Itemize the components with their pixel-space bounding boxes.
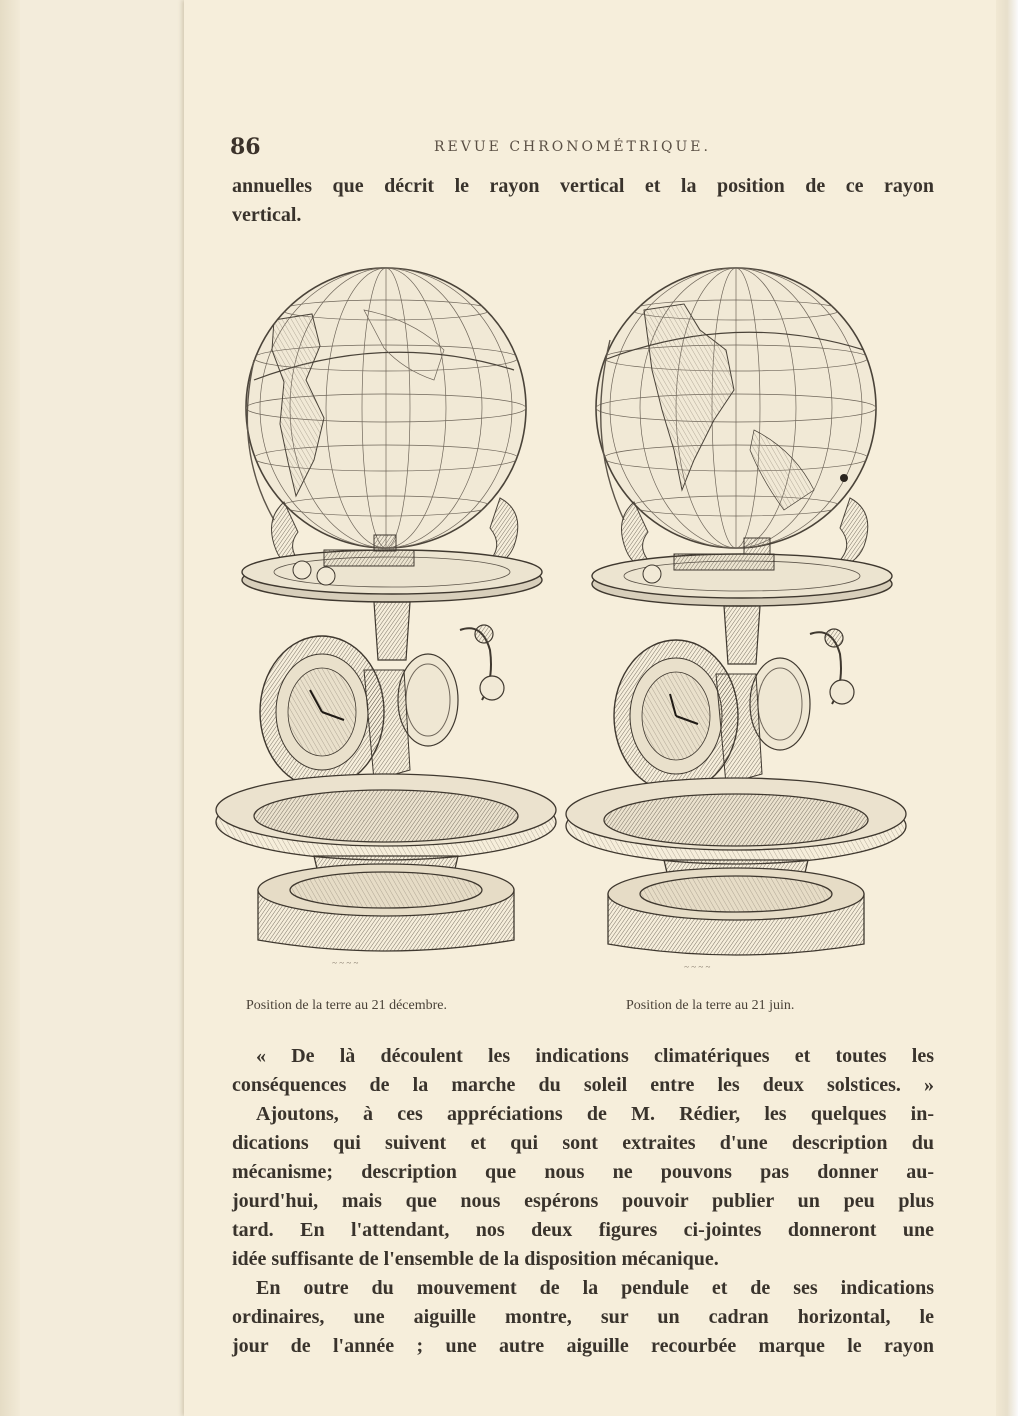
clock-movement-left: [260, 636, 458, 788]
body-text: [232, 1042, 934, 1361]
page-header: [230, 134, 730, 164]
engraving-illustration: [214, 250, 950, 980]
page-number: 86: [230, 134, 261, 160]
running-head: REVUE CHRONOMÉTRIQUE.: [434, 139, 711, 155]
text-line: annuelles que décrit le rayon vertical et la position de ce rayon: [232, 175, 934, 197]
text-line: ordinaires, une aiguille montre, sur un cadran horizontal, le: [232, 1306, 934, 1328]
base-dish-right: [566, 778, 906, 955]
globe-left: [246, 268, 526, 548]
right-page-edge: [996, 0, 1018, 1416]
figure-captions: [246, 998, 906, 1022]
text-line: Ajoutons, à ces appréciations de M. Rédier, les quelques in-: [256, 1103, 934, 1125]
text-line: vertical.: [232, 204, 302, 226]
globe-right: [596, 268, 876, 548]
text-line: jour de l'année ; une autre aiguille recourbée marque le rayon: [232, 1335, 934, 1357]
text-line: En outre du mouvement de la pendule et de ses indications: [256, 1277, 934, 1299]
engraver-signature-right: ~ ~ ~ ~: [684, 962, 711, 972]
text-line: idée suffisante de l'ensemble de la disposition mécanique.: [232, 1248, 719, 1270]
text-line: jourd'hui, mais que nous espérons pouvoir publier un peu plus: [232, 1190, 934, 1212]
text-line: dications qui suivent et qui sont extraites d'une description du: [232, 1132, 934, 1154]
text-line: conséquences de la marche du soleil entre les deux solstices. »: [232, 1074, 934, 1096]
binding-edge: [0, 0, 20, 1416]
clock-movement-right: [614, 640, 810, 792]
text-line: tard. En l'attendant, nos deux figures ci-jointes donneront une: [232, 1219, 934, 1241]
globe-clock-left: [216, 268, 556, 968]
text-line: « De là découlent les indications climatériques et toutes les: [256, 1045, 934, 1067]
globe-clock-right: [566, 268, 906, 972]
engraver-signature-left: ~ ~ ~ ~: [332, 958, 359, 968]
intro-paragraph: [232, 172, 934, 230]
text-line: mécanisme; description que nous ne pouvons pas donner au-: [232, 1161, 934, 1183]
caption-december: Position de la terre au 21 décembre.: [246, 998, 447, 1013]
caption-june: Position de la terre au 21 juin.: [626, 998, 795, 1013]
base-dish-left: [216, 774, 556, 951]
